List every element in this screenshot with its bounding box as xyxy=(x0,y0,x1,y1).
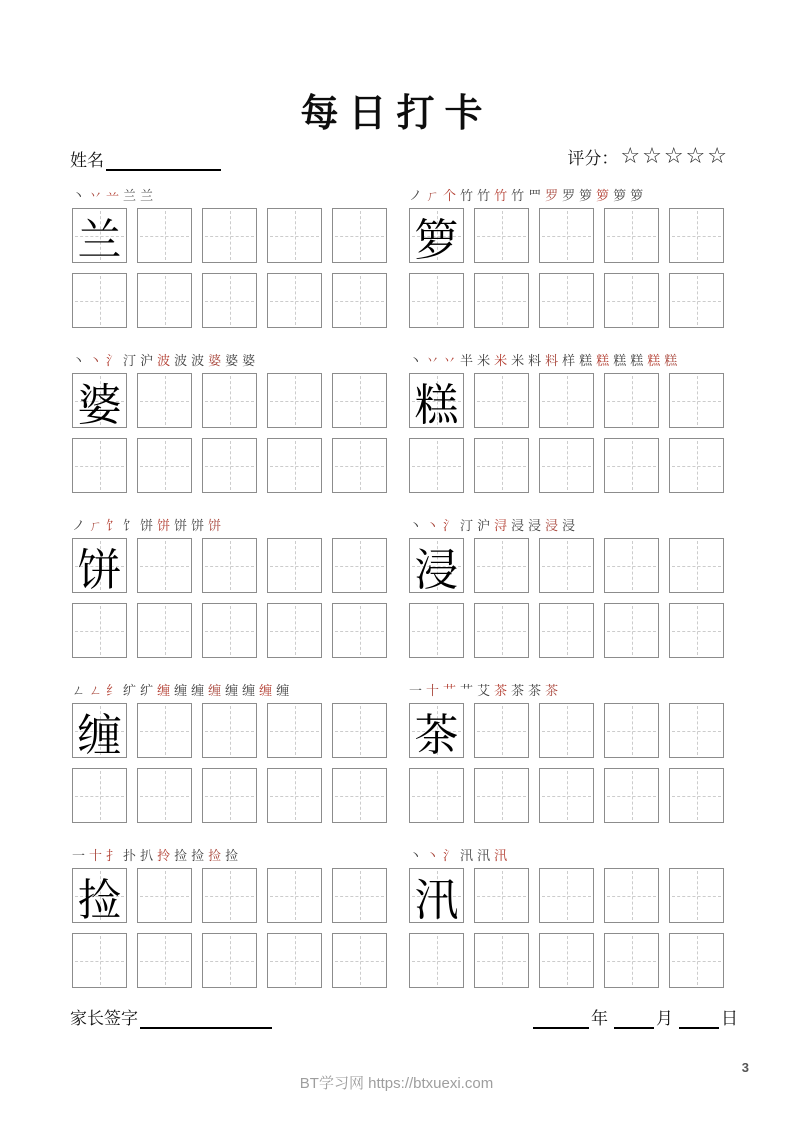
character-glyph: 茶 xyxy=(414,710,459,760)
stroke-step-glyph: 一 xyxy=(72,848,86,863)
stroke-step-glyph: 丶 xyxy=(409,518,423,533)
character-glyph: 捡 xyxy=(77,875,122,925)
stroke-step-glyph: 样 xyxy=(562,353,576,368)
practice-box-empty xyxy=(202,603,257,658)
stroke-step-glyph: 波 xyxy=(174,353,188,368)
practice-box-empty xyxy=(137,933,192,988)
name-row xyxy=(70,146,221,171)
stroke-step-glyph: 丶 xyxy=(426,848,440,863)
practice-box-empty xyxy=(202,373,257,428)
stroke-step-glyph: 波 xyxy=(191,353,205,368)
practice-box-empty xyxy=(604,273,659,328)
practice-box-empty xyxy=(332,768,387,823)
stroke-order-row xyxy=(72,184,387,202)
practice-box-empty xyxy=(267,933,322,988)
practice-box-empty xyxy=(202,273,257,328)
stroke-step-glyph: 汀 xyxy=(123,353,137,368)
practice-box-row xyxy=(409,208,724,263)
practice-box-row xyxy=(409,373,724,428)
date-group xyxy=(533,1004,740,1029)
name-label: 姓名 xyxy=(70,151,104,170)
practice-box-empty xyxy=(474,868,529,923)
stroke-step-glyph: 缠 xyxy=(259,683,273,698)
practice-box-with-character xyxy=(409,538,464,593)
month-underline xyxy=(614,1009,654,1029)
practice-box-with-character xyxy=(72,868,127,923)
stroke-step-glyph: 丶 xyxy=(89,353,103,368)
stroke-order-row xyxy=(409,844,724,862)
practice-box-empty xyxy=(332,703,387,758)
character-glyph: 兰 xyxy=(77,215,122,265)
character-glyph: 缠 xyxy=(77,710,122,760)
practice-box-row xyxy=(409,538,724,593)
practice-box-empty xyxy=(202,768,257,823)
practice-box-empty xyxy=(72,273,127,328)
stroke-step-glyph: 艹 xyxy=(443,683,457,698)
stroke-step-glyph: 糕 xyxy=(664,353,678,368)
rating-stars-icon: ☆☆☆☆☆ xyxy=(620,143,729,169)
practice-box-empty xyxy=(137,208,192,263)
practice-box-empty xyxy=(137,768,192,823)
stroke-step-glyph: 沪 xyxy=(477,518,491,533)
stroke-step-glyph: 捡 xyxy=(208,848,222,863)
stroke-step-glyph: 罗 xyxy=(545,188,559,203)
stroke-step-glyph: 茶 xyxy=(528,683,542,698)
day-underline xyxy=(679,1009,719,1029)
stroke-step-glyph: 十 xyxy=(89,848,103,863)
practice-box-empty xyxy=(332,438,387,493)
practice-box-empty xyxy=(267,603,322,658)
practice-box-row xyxy=(409,933,724,988)
stroke-step-glyph: 沪 xyxy=(140,353,154,368)
stroke-step-glyph: 汀 xyxy=(460,518,474,533)
practice-box-row xyxy=(409,768,724,823)
practice-box-empty xyxy=(137,373,192,428)
practice-box-empty xyxy=(202,208,257,263)
stroke-step-glyph: 婆 xyxy=(242,353,256,368)
stroke-step-glyph: 缠 xyxy=(174,683,188,698)
stroke-step-glyph: 扌 xyxy=(106,848,120,863)
practice-box-empty xyxy=(72,438,127,493)
practice-box-empty xyxy=(604,538,659,593)
stroke-step-glyph: 箩 xyxy=(579,188,593,203)
practice-box-empty xyxy=(539,208,594,263)
stroke-step-glyph: 缠 xyxy=(225,683,239,698)
stroke-step-glyph: 竹 xyxy=(494,188,508,203)
stroke-step-glyph: 米 xyxy=(494,353,508,368)
practice-box-empty xyxy=(539,703,594,758)
practice-box-empty xyxy=(267,373,322,428)
name-underline xyxy=(106,151,221,171)
practice-box-empty xyxy=(539,603,594,658)
char-section-兰 xyxy=(72,184,387,328)
stroke-step-glyph: 䒑 xyxy=(106,188,120,203)
practice-box-empty xyxy=(474,933,529,988)
stroke-step-glyph: 箩 xyxy=(613,188,627,203)
practice-box-empty xyxy=(267,868,322,923)
stroke-step-glyph: 料 xyxy=(528,353,542,368)
character-glyph: 箩 xyxy=(414,215,459,265)
practice-box-empty xyxy=(474,273,529,328)
practice-box-empty xyxy=(409,933,464,988)
practice-box-empty xyxy=(539,933,594,988)
stroke-step-glyph: 缠 xyxy=(276,683,290,698)
practice-box-empty xyxy=(669,438,724,493)
stroke-step-glyph: 氵 xyxy=(106,353,120,368)
practice-box-empty xyxy=(202,703,257,758)
stroke-step-glyph: 捡 xyxy=(191,848,205,863)
practice-box-empty xyxy=(409,768,464,823)
practice-box-with-character xyxy=(409,703,464,758)
stroke-step-glyph: 汛 xyxy=(460,848,474,863)
practice-box-empty xyxy=(539,438,594,493)
practice-box-empty xyxy=(669,373,724,428)
stroke-step-glyph: 箩 xyxy=(630,188,644,203)
practice-box-empty xyxy=(604,373,659,428)
stroke-step-glyph: 浔 xyxy=(494,518,508,533)
stroke-step-glyph: 半 xyxy=(460,353,474,368)
practice-box-empty xyxy=(332,868,387,923)
stroke-step-glyph: 缠 xyxy=(191,683,205,698)
watermark-text: BT学习网 https://btxuexi.com xyxy=(299,1075,494,1092)
char-section-婆 xyxy=(72,349,387,493)
rating-label: 评分： xyxy=(567,149,619,168)
stroke-step-glyph: 缠 xyxy=(208,683,222,698)
stroke-step-glyph: 缠 xyxy=(157,683,171,698)
stroke-step-glyph: 浸 xyxy=(562,518,576,533)
practice-box-empty xyxy=(332,373,387,428)
practice-box-empty xyxy=(604,703,659,758)
practice-box-empty xyxy=(669,603,724,658)
stroke-step-glyph: 料 xyxy=(545,353,559,368)
practice-box-with-character xyxy=(409,373,464,428)
stroke-step-glyph: 婆 xyxy=(225,353,239,368)
practice-box-empty xyxy=(267,438,322,493)
stroke-step-glyph: 茶 xyxy=(494,683,508,698)
practice-box-empty xyxy=(669,538,724,593)
char-section-汛 xyxy=(409,844,724,988)
stroke-step-glyph: 糕 xyxy=(647,353,661,368)
day-label: 日 xyxy=(721,1009,738,1028)
practice-box-empty xyxy=(267,703,322,758)
practice-box-empty xyxy=(72,768,127,823)
stroke-step-glyph: 饣 xyxy=(123,518,137,533)
practice-box-empty xyxy=(474,768,529,823)
practice-box-empty xyxy=(669,703,724,758)
stroke-step-glyph: 波 xyxy=(157,353,171,368)
practice-box-row xyxy=(72,703,387,758)
practice-box-row xyxy=(72,538,387,593)
practice-box-empty xyxy=(539,768,594,823)
char-section-缠 xyxy=(72,679,387,823)
character-glyph: 婆 xyxy=(77,380,122,430)
stroke-step-glyph: 纩 xyxy=(123,683,137,698)
practice-box-row xyxy=(409,703,724,758)
stroke-step-glyph: ㄥ xyxy=(72,683,86,698)
practice-box-with-character xyxy=(409,208,464,263)
practice-box-empty xyxy=(137,703,192,758)
stroke-step-glyph: 兰 xyxy=(123,188,137,203)
stroke-order-row xyxy=(409,349,724,367)
character-glyph: 汛 xyxy=(414,875,459,925)
practice-box-empty xyxy=(409,273,464,328)
practice-box-empty xyxy=(332,208,387,263)
month-label: 月 xyxy=(656,1009,673,1028)
stroke-step-glyph: 竹 xyxy=(460,188,474,203)
stroke-order-row xyxy=(72,514,387,532)
stroke-step-glyph: 缠 xyxy=(242,683,256,698)
stroke-order-row xyxy=(72,349,387,367)
practice-box-row xyxy=(72,933,387,988)
stroke-step-glyph: 罗 xyxy=(562,188,576,203)
stroke-step-glyph: 浸 xyxy=(528,518,542,533)
practice-box-with-character xyxy=(72,208,127,263)
signature-label: 家长签字 xyxy=(70,1009,138,1028)
practice-box-empty xyxy=(539,273,594,328)
year-underline xyxy=(533,1009,589,1029)
practice-box-with-character xyxy=(72,538,127,593)
practice-box-empty xyxy=(539,538,594,593)
practice-box-row xyxy=(72,603,387,658)
practice-box-empty xyxy=(604,768,659,823)
practice-box-with-character xyxy=(409,868,464,923)
stroke-step-glyph: 十 xyxy=(426,683,440,698)
page-number: 3 xyxy=(741,1060,749,1075)
practice-box-empty xyxy=(72,933,127,988)
practice-box-empty xyxy=(474,208,529,263)
practice-box-row xyxy=(72,273,387,328)
stroke-step-glyph: 饼 xyxy=(208,518,222,533)
stroke-step-glyph: 艾 xyxy=(477,683,491,698)
stroke-step-glyph: 糕 xyxy=(613,353,627,368)
stroke-step-glyph: 纩 xyxy=(140,683,154,698)
practice-box-with-character xyxy=(72,703,127,758)
stroke-step-glyph: 纟 xyxy=(106,683,120,698)
char-section-茶 xyxy=(409,679,724,823)
stroke-step-glyph: 糕 xyxy=(596,353,610,368)
practice-box-empty xyxy=(202,933,257,988)
practice-box-empty xyxy=(474,438,529,493)
practice-box-empty xyxy=(332,603,387,658)
practice-box-empty xyxy=(137,868,192,923)
practice-box-empty xyxy=(539,373,594,428)
practice-box-empty xyxy=(267,538,322,593)
stroke-step-glyph: 箩 xyxy=(596,188,610,203)
practice-box-empty xyxy=(267,768,322,823)
practice-box-empty xyxy=(604,208,659,263)
practice-box-empty xyxy=(409,438,464,493)
stroke-step-glyph: 丶 xyxy=(409,353,423,368)
practice-box-empty xyxy=(332,933,387,988)
practice-box-empty xyxy=(202,438,257,493)
stroke-step-glyph: 兰 xyxy=(140,188,154,203)
practice-box-row xyxy=(409,603,724,658)
practice-box-empty xyxy=(474,603,529,658)
footer-row xyxy=(70,1004,740,1029)
practice-box-row xyxy=(72,768,387,823)
stroke-step-glyph: 丷 xyxy=(89,188,103,203)
stroke-order-row xyxy=(409,679,724,697)
practice-box-empty xyxy=(539,868,594,923)
stroke-order-row xyxy=(72,844,387,862)
stroke-step-glyph: ノ xyxy=(409,188,423,203)
practice-box-empty xyxy=(669,933,724,988)
practice-box-empty xyxy=(267,208,322,263)
stroke-order-row xyxy=(409,184,724,202)
stroke-step-glyph: 个 xyxy=(443,188,457,203)
practice-box-empty xyxy=(474,703,529,758)
character-glyph: 糕 xyxy=(414,380,459,430)
stroke-step-glyph: 汛 xyxy=(477,848,491,863)
signature-underline xyxy=(140,1009,272,1029)
practice-box-empty xyxy=(669,273,724,328)
practice-box-row xyxy=(409,438,724,493)
stroke-step-glyph: 婆 xyxy=(208,353,222,368)
stroke-step-glyph: 丷 xyxy=(426,353,440,368)
stroke-step-glyph: 拎 xyxy=(157,848,171,863)
char-section-糕 xyxy=(409,349,724,493)
practice-box-row xyxy=(72,868,387,923)
practice-box-with-character xyxy=(72,373,127,428)
stroke-step-glyph: 茶 xyxy=(511,683,525,698)
stroke-step-glyph: 饼 xyxy=(191,518,205,533)
char-section-浸 xyxy=(409,514,724,658)
stroke-step-glyph: ㄏ xyxy=(89,518,103,533)
rating-row xyxy=(567,144,729,169)
stroke-step-glyph: 饼 xyxy=(174,518,188,533)
stroke-step-glyph: 米 xyxy=(477,353,491,368)
stroke-step-glyph: 丷 xyxy=(443,353,457,368)
stroke-step-glyph: 氵 xyxy=(443,848,457,863)
stroke-step-glyph: 扑 xyxy=(123,848,137,863)
char-section-饼 xyxy=(72,514,387,658)
stroke-step-glyph: 罒 xyxy=(528,188,542,203)
stroke-step-glyph: ノ xyxy=(72,518,86,533)
practice-box-empty xyxy=(604,933,659,988)
practice-box-empty xyxy=(604,438,659,493)
stroke-step-glyph: 竹 xyxy=(511,188,525,203)
stroke-order-row xyxy=(409,514,724,532)
char-section-捡 xyxy=(72,844,387,988)
stroke-step-glyph: 氵 xyxy=(443,518,457,533)
stroke-step-glyph: 浸 xyxy=(545,518,559,533)
practice-box-empty xyxy=(72,603,127,658)
stroke-step-glyph: 艹 xyxy=(460,683,474,698)
practice-box-empty xyxy=(332,273,387,328)
stroke-step-glyph: 捡 xyxy=(174,848,188,863)
char-section-箩 xyxy=(409,184,724,328)
practice-box-empty xyxy=(474,373,529,428)
practice-box-row xyxy=(409,273,724,328)
signature-group xyxy=(70,1004,272,1029)
year-label: 年 xyxy=(591,1009,608,1028)
practice-box-empty xyxy=(137,538,192,593)
practice-box-row xyxy=(72,208,387,263)
practice-box-empty xyxy=(202,538,257,593)
stroke-step-glyph: 糕 xyxy=(579,353,593,368)
practice-box-empty xyxy=(604,868,659,923)
stroke-step-glyph: 汛 xyxy=(494,848,508,863)
practice-box-empty xyxy=(604,603,659,658)
page-title: 每日打卡 xyxy=(300,93,493,135)
stroke-step-glyph: 浸 xyxy=(511,518,525,533)
stroke-step-glyph: 丶 xyxy=(72,353,86,368)
practice-box-empty xyxy=(409,603,464,658)
stroke-step-glyph: 一 xyxy=(409,683,423,698)
character-glyph: 饼 xyxy=(77,545,122,595)
practice-box-empty xyxy=(332,538,387,593)
stroke-step-glyph: 饣 xyxy=(106,518,120,533)
practice-box-empty xyxy=(474,538,529,593)
stroke-step-glyph: 竹 xyxy=(477,188,491,203)
stroke-step-glyph: ㄏ xyxy=(426,188,440,203)
practice-box-empty xyxy=(267,273,322,328)
stroke-step-glyph: 饼 xyxy=(157,518,171,533)
practice-box-empty xyxy=(669,768,724,823)
stroke-step-glyph: 扒 xyxy=(140,848,154,863)
stroke-step-glyph: 米 xyxy=(511,353,525,368)
practice-box-empty xyxy=(202,868,257,923)
stroke-step-glyph: 丶 xyxy=(72,188,86,203)
practice-box-row xyxy=(409,868,724,923)
practice-box-row xyxy=(72,438,387,493)
stroke-step-glyph: ㄥ xyxy=(89,683,103,698)
practice-box-empty xyxy=(669,868,724,923)
stroke-step-glyph: 茶 xyxy=(545,683,559,698)
stroke-step-glyph: 捡 xyxy=(225,848,239,863)
practice-box-empty xyxy=(137,273,192,328)
character-glyph: 浸 xyxy=(414,545,459,595)
stroke-step-glyph: 糕 xyxy=(630,353,644,368)
stroke-order-row xyxy=(72,679,387,697)
practice-box-row xyxy=(72,373,387,428)
stroke-step-glyph: 饼 xyxy=(140,518,154,533)
practice-sections-grid xyxy=(72,184,724,988)
practice-box-empty xyxy=(137,438,192,493)
practice-box-empty xyxy=(137,603,192,658)
stroke-step-glyph: 丶 xyxy=(426,518,440,533)
practice-box-empty xyxy=(669,208,724,263)
stroke-step-glyph: 丶 xyxy=(409,848,423,863)
